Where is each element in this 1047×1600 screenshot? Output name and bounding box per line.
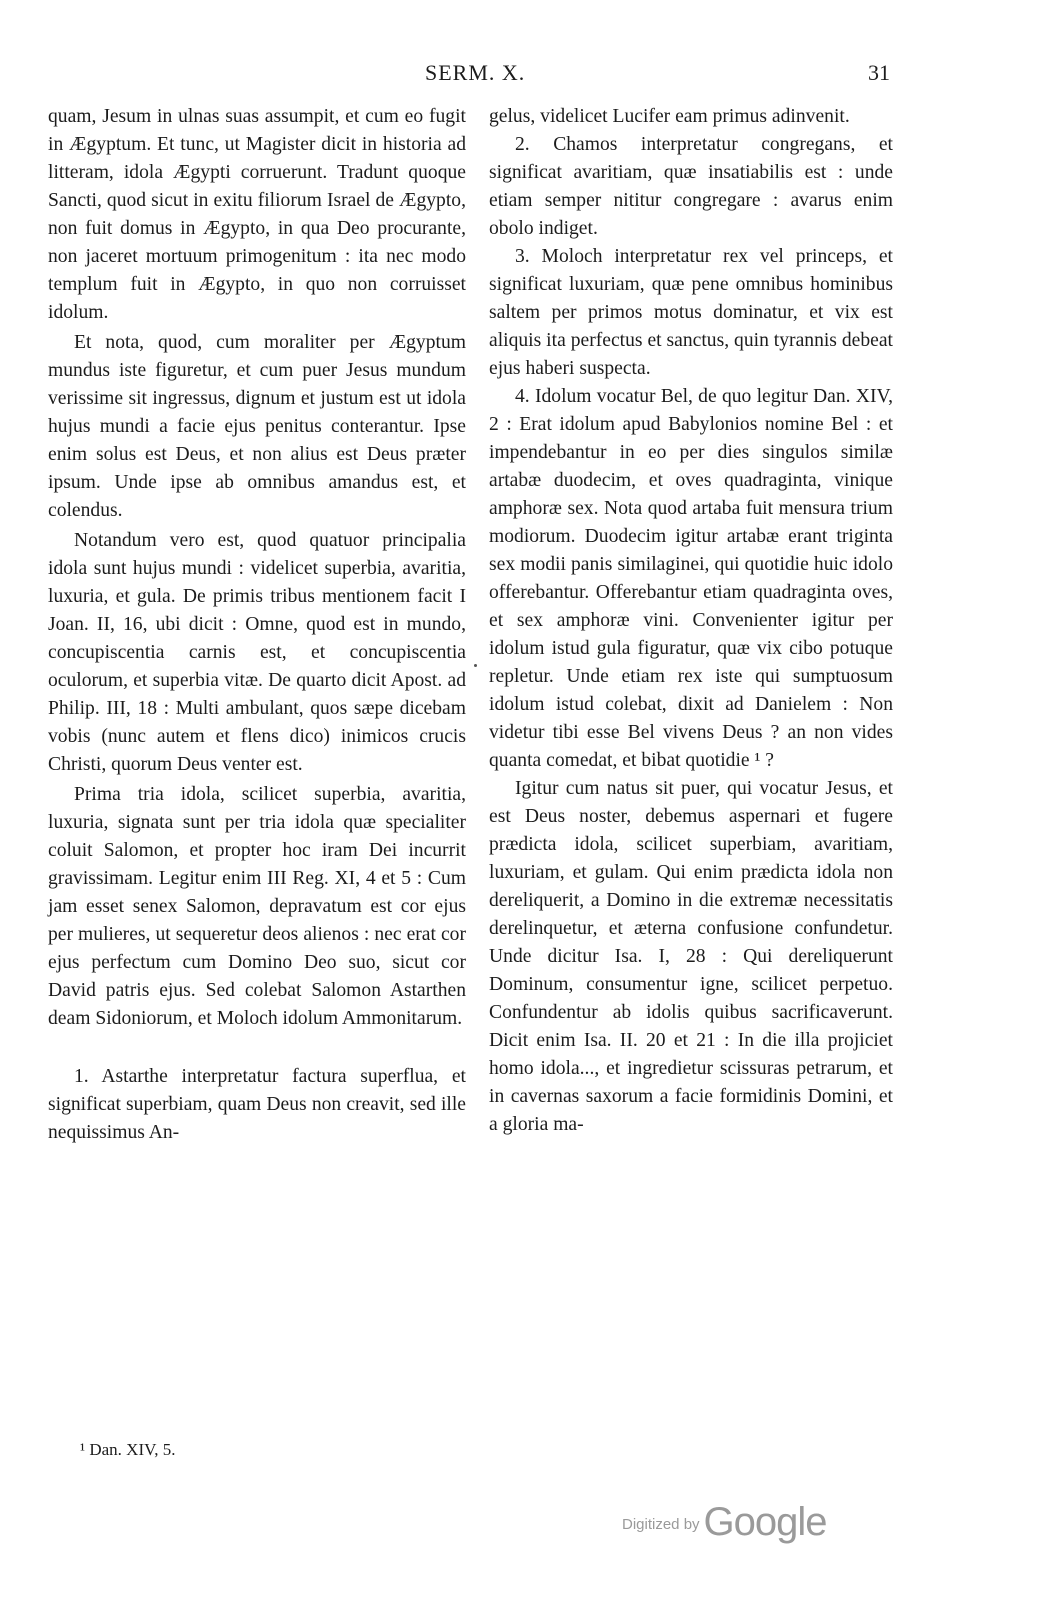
- running-head: [0, 58, 1047, 94]
- paragraph: 4. Idolum vocatur Bel, de quo legitur Dan. XIV, 2 : Erat idolum apud Babylonios nomine Bel : et impendebantur in eo per dies singulos similæ artabæ duodecim, et oves quadraginta, vinique amphoræ sex. Nota quod artaba fuit mensura trium modiorum. Duodecim igitur artabæ erant triginta sex modii panis similaginei, qui quotidie huic idolo offerebantur. Offerebantur etiam quadraginta oves, et sex amphoræ vini. Convenienter igitur per idolum istud gula figuratur, quæ vix cibo potuque repletur. Unde etiam rex iste qui sumptuosum idolum istud colebat, dixit ad Danielem : Non videtur tibi esse Bel vivens Deus ? an non vides quanta comedat, et bibat quotidie ¹ ?: [489, 386, 893, 771]
- paragraph: Et nota, quod, cum moraliter per Ægyptum mundus iste figuretur, et cum puer Jesus mundum verissime sit ingressus, dignum et justum est ut idola hujus mundi a facie ejus penitus conterantur. Ipse enim solus est Deus, et non alius est Deus præter ipsum. Unde ipse ab omnibus amandus est, et colendus.: [48, 332, 466, 521]
- paragraph: 3. Moloch interpretatur rex vel princeps, et significat luxuriam, quæ pene omnibus hominibus saltem per primos motus dominatur, et vix est aliquis ita perfectus et sanctus, quin tyrannis debeat ejus haberi suspecta.: [489, 246, 893, 379]
- running-head-title: SERM. X.: [425, 60, 526, 85]
- paragraph: Igitur cum natus sit puer, qui vocatur Jesus, et est Deus noster, debemus aspernari et fugere prædicta idola, scilicet superbiam, avaritiam, luxuriam, et gulam. Qui enim prædicta idola non dereliquerit, a Domino in die extremæ necessitatis derelinquetur, et æterna confusione confundetur. Unde dicitur Isa. I, 28 : Qui dereliquerunt Dominum, consumentur igne, scilicet perpetuo. Confundentur ab idolis quibus sacrificaverunt. Dicit enim Isa. II. 20 et 21 : In die illa projiciet homo idola..., et ingredietur scissuras petrarum, et in cavernas saxorum a facie formidinis Domini, et a gloria ma-: [489, 778, 893, 1135]
- watermark-prefix: Digitized by: [622, 1516, 700, 1533]
- paragraph: quam, Jesum in ulnas suas assumpit, et cum eo fugit in Ægyptum. Et tunc, ut Magister dicit in historia ad litteram, idola Ægypti corruerunt. Tradunt quoque Sancti, quod sicut in exitu filiorum Israel de Ægypto, non fuit domus in Ægypto, in qua Deo procurante, non jaceret mortuum primogenitum : ita nec modo templum fuit in Ægypto, in quo non corruisset idolum.: [48, 106, 466, 323]
- digitized-watermark: [622, 1500, 827, 1545]
- page-number: 31: [868, 60, 890, 85]
- paragraph: gelus, videlicet Lucifer eam primus adinvenit.: [489, 106, 850, 127]
- paragraph: 1. Astarthe interpretatur factura superflua, et significat superbiam, quam Deus non creavit, sed ille nequissimus An-: [48, 1066, 466, 1143]
- right-column: [489, 103, 893, 1139]
- footnote: ¹ Dan. XIV, 5.: [80, 1440, 176, 1459]
- paragraph: Notandum vero est, quod quatuor principalia idola sunt hujus mundi : videlicet superbia, avaritia, luxuria, et gula. De primis tribus mentionem facit I Joan. II, 16, ubi dicit : Omne, quod est in mundo, concupiscentia carnis est, et concupiscentia oculorum, et superbia vitæ. De quarto dicit Apost. ad Philip. III, 18 : Multi ambulant, quos sæpe dicebam vobis (nunc autem et flens dico) inimicos crucis Christi, quorum Deus venter est.: [48, 530, 466, 775]
- left-column: [48, 103, 466, 1147]
- paragraph: Prima tria idola, scilicet superbia, avaritia, luxuria, signata sunt per tria idola quæ specialiter coluit Salomon, et propter hoc iram Dei incurrit gravissimam. Legitur enim III Reg. XI, 4 et 5 : Cum jam esset senex Salomon, depravatum est cor ejus per mulieres, ut sequeretur deos alienos : nec erat cor ejus perfectum cum Domino Deo suo, sicut cor David patris ejus. Sed colebat Salomon Astarthen deam Sidoniorum, et Moloch idolum Ammonitarum.: [48, 784, 466, 1029]
- paragraph: 2. Chamos interpretatur congregans, et significat avaritiam, quæ insatiabilis est : unde etiam semper nititur congregare : avarus enim obolo indiget.: [489, 134, 893, 239]
- print-speck: [474, 664, 477, 667]
- google-logo: Google: [703, 1500, 827, 1544]
